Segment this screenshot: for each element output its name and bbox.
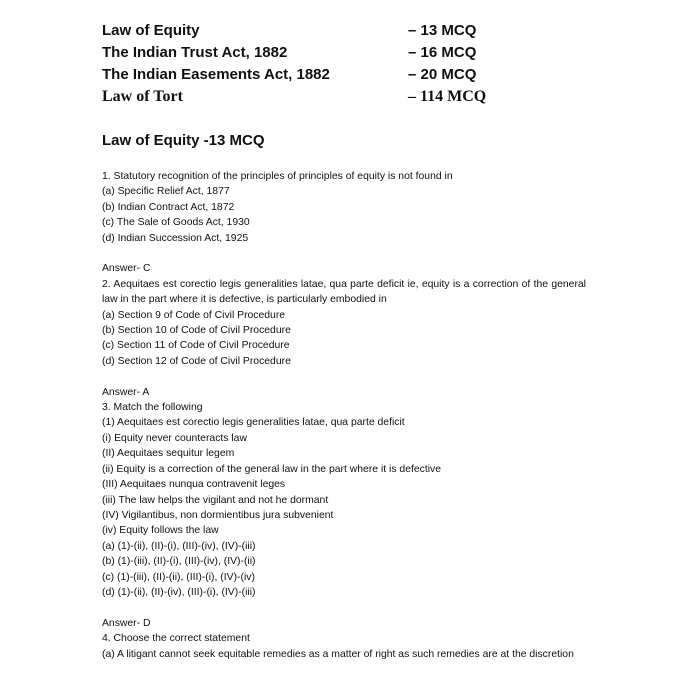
option-b: (b) Section 10 of Code of Civil Procedure — [102, 325, 291, 337]
option-c: (c) Section 11 of Code of Civil Procedure — [102, 340, 290, 352]
question-list — [102, 169, 586, 677]
question-2 — [102, 277, 586, 369]
question-text: 1. Statutory recognition of the principles of principles of equity is not found in — [102, 171, 453, 182]
contents-count: – 13 MCQ — [408, 22, 477, 39]
question-4 — [102, 631, 586, 662]
contents-title: Law of Equity — [102, 22, 200, 39]
option-a: (a) (1)-(ii), (II)-(i), (III)-(iv), (IV)-(iii) — [102, 540, 256, 552]
contents-row — [102, 20, 622, 42]
match-line: (iii) The law helps the vigilant and not he dormant — [102, 494, 329, 506]
question-text: 2. Aequitaes est corectio legis generalities latae, qua parte deficit ie, equity is a correction of the general law in the part where it is defective, is particularly embodied in — [102, 278, 586, 306]
option-a: (a) Specific Relief Act, 1877 — [102, 186, 230, 198]
match-line: (iv) Equity follows the law — [102, 525, 219, 537]
option-b: (b) Indian Contract Act, 1872 — [102, 201, 235, 213]
question-text: 4. Choose the correct statement — [102, 633, 250, 645]
answer-3: Answer- D — [102, 617, 151, 629]
contents-row — [102, 64, 622, 86]
option-d: (d) Section 12 of Code of Civil Procedure — [102, 355, 291, 367]
option-a: (a) Section 9 of Code of Civil Procedure — [102, 309, 286, 321]
option-b: (b) (1)-(iii), (II)-(i), (III)-(iv), (IV)-(ii) — [102, 556, 256, 568]
answer-2: Answer- A — [102, 386, 150, 398]
option-d: (d) (1)-(ii), (II)-(iv), (III)-(i), (IV)-(iii) — [102, 586, 256, 598]
contents-count: – 114 MCQ — [408, 88, 487, 105]
question-3 — [102, 400, 586, 600]
contents-title: Law of Tort — [102, 88, 183, 105]
match-line: (ii) Equity is a correction of the general law in the part where it is defective — [102, 463, 442, 475]
option-d: (d) Indian Succession Act, 1925 — [102, 232, 249, 244]
section-heading: Law of Equity -13 MCQ — [102, 132, 265, 149]
match-line: (IV) Vigilantibus, non dormientibus jura subvenient — [102, 509, 334, 521]
contents-row — [102, 42, 622, 64]
contents-row — [102, 86, 622, 108]
contents-count: – 16 MCQ — [408, 44, 477, 61]
option-c: (c) (1)-(iii), (II)-(ii), (III)-(i), (IV)-(iv) — [102, 571, 255, 583]
match-line: (1) Aequitaes est corectio legis generalities latae, qua parte deficit — [102, 417, 405, 429]
question-1 — [102, 169, 586, 246]
contents-title: The Indian Trust Act, 1882 — [102, 44, 288, 61]
match-line: (i) Equity never counteracts law — [102, 432, 247, 444]
option-c: (c) The Sale of Goods Act, 1930 — [102, 217, 250, 229]
question-text: 3. Match the following — [102, 402, 203, 414]
match-line: (III) Aequitaes nunqua contravenit leges — [102, 479, 286, 491]
contents-list — [102, 20, 622, 108]
contents-count: – 20 MCQ — [408, 66, 477, 83]
match-line: (II) Aequitaes sequitur legem — [102, 448, 235, 460]
contents-title: The Indian Easements Act, 1882 — [102, 66, 330, 83]
answer-1: Answer- C — [102, 263, 151, 275]
option-a: (a) A litigant cannot seek equitable remedies as a matter of right as such remedies are at the discretion — [102, 648, 574, 660]
